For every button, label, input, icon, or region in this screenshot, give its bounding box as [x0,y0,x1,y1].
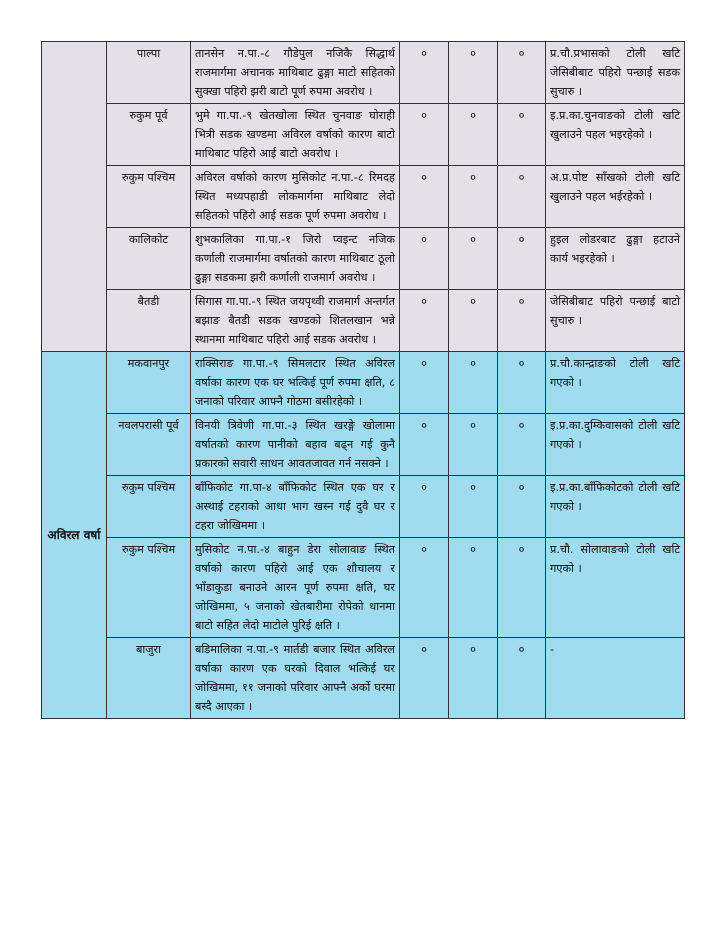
count-cell-1: ० [400,42,449,104]
description-cell: बडिमालिका न.पा.-९ मार्तडी बजार स्थित अविरल वर्षाका कारण एक घरको दिवाल भत्किई घर जोखिममा, ११ जनाको परिवार आफ्नै अर्को घरमा बस्दै आएका । [191,638,400,719]
count-cell-2: ० [449,166,498,228]
count-cell-2: ० [449,538,498,638]
district-cell: नवलपरासी पूर्व [107,414,191,476]
table-body [42,42,685,719]
count-cell-1: ० [400,166,449,228]
district-cell: बाजुरा [107,638,191,719]
district-cell: रुकुम पश्चिम [107,166,191,228]
table-row [42,228,685,290]
remark-cell: हुइल लोडरबाट ढुङ्गा हटाउने कार्य भइरहेको । [546,228,685,290]
table-row [42,638,685,719]
description-cell: मुसिकोट न.पा.-४ बाहुन डेरा सोलावाङ स्थित वर्षाको कारण पहिरो आई एक शौचालय र भाँडाकुडा बनाउने आरन पूर्ण रुपमा क्षति, घर जोखिममा, ५ जनाको खेतबारीमा रोपेको धानमा बाटो सहित लेदो माटोले पुरिई क्षति । [191,538,400,638]
remark-cell: प्र.चौ.कान्द्राङको टोली खटि गएको । [546,352,685,414]
count-cell-3: ० [498,476,546,538]
table-row [42,476,685,538]
count-cell-2: ० [449,104,498,166]
count-cell-2: ० [449,476,498,538]
count-cell-2: ० [449,638,498,719]
count-cell-2: ० [449,228,498,290]
table-row [42,290,685,352]
count-cell-3: ० [498,42,546,104]
count-cell-1: ० [400,638,449,719]
count-cell-1: ० [400,414,449,476]
count-cell-3: ० [498,228,546,290]
table-row [42,166,685,228]
count-cell-1: ० [400,538,449,638]
description-cell: अविरल वर्षाको कारण मुसिकोट न.पा.-८ रिमदह स्थित मध्यपहाडी लोकमार्गमा माथिबाट लेदो सहितको पहिरो आई सडक पूर्ण रुपमा अवरोध । [191,166,400,228]
remark-cell: इ.प्र.का.चुनवाङको टोली खटि खुलाउने पहल भइरहेको । [546,104,685,166]
table-row [42,414,685,476]
description-cell: शुभकालिका गा.पा.-१ जिरो प्वइन्ट नजिक कर्णाली राजमार्गमा वर्षातको कारण माथिबाट ठूलो ढुङ्गा सडकमा झरी कर्णाली राजमार्ग अवरोध । [191,228,400,290]
category-cell [42,42,107,352]
count-cell-3: ० [498,638,546,719]
count-cell-1: ० [400,476,449,538]
description-cell: सिगास गा.पा.-९ स्थित जयपृथ्वी राजमार्ग अन्तर्गत बझाङ बैतडी सडक खण्डको शितलखान भन्ने स्थानमा माथिबाट पहिरो आई सडक अवरोध । [191,290,400,352]
description-cell: भुमे गा.पा.-९ खेतखोला स्थित चुनवाङ घोराही भित्री सडक खण्डमा अविरल वर्षाको कारण बाटो माथिबाट पहिरो आई बाटो अवरोध । [191,104,400,166]
description-cell: विनयी त्रिवेणी गा.पा.-३ स्थित खरङ्गे खोलामा वर्षातको कारण पानीको बहाव बढ्न गई कुनै प्रकारको सवारी साधन आवतजावत गर्न नसक्ने । [191,414,400,476]
remark-cell: जेसिबीबाट पहिरो पन्छाई बाटो सुचारु । [546,290,685,352]
table-row [42,104,685,166]
incident-table [41,41,685,719]
count-cell-1: ० [400,228,449,290]
remark-cell: इ.प्र.का.बाँफिकोटको टोली खटि गएको । [546,476,685,538]
description-cell: राक्सिराङ गा.पा.-९ सिमलटार स्थित अविरल वर्षाका कारण एक घर भत्किई पूर्ण रुपमा क्षति, ८ जनाको परिवार आफ्नै गोठमा बसीरहेको । [191,352,400,414]
description-cell: बाँफिकोट गा.पा-४ बाँफिकोट स्थित एक घर र अस्थाई टहराको आधा भाग खस्न गई दुवै घर र टहरा जोखिममा । [191,476,400,538]
district-cell: रुकुम पश्चिम [107,476,191,538]
category-cell: अविरल वर्षा [42,352,107,719]
count-cell-3: ० [498,290,546,352]
remark-cell: प्र.चौ.प्रभासको टोली खटि जेसिबीबाट पहिरो पन्छाई सडक सुचारु । [546,42,685,104]
count-cell-2: ० [449,42,498,104]
district-cell: रुकुम पूर्व [107,104,191,166]
count-cell-3: ० [498,166,546,228]
district-cell: मकवानपुर [107,352,191,414]
count-cell-2: ० [449,414,498,476]
district-cell: पाल्पा [107,42,191,104]
count-cell-1: ० [400,290,449,352]
count-cell-3: ० [498,538,546,638]
count-cell-3: ० [498,414,546,476]
remark-cell: अ.प्र.पोष्ट साँखको टोली खटि खुलाउने पहल भईरहेको । [546,166,685,228]
remark-cell: प्र.चौ. सोलावाङको टोली खटि गएको । [546,538,685,638]
count-cell-3: ० [498,352,546,414]
remark-cell: - [546,638,685,719]
district-cell: कालिकोट [107,228,191,290]
table-row [42,538,685,638]
count-cell-2: ० [449,290,498,352]
count-cell-2: ० [449,352,498,414]
table-row [42,352,685,414]
count-cell-1: ० [400,352,449,414]
remark-cell: इ.प्र.का.दुम्किवासको टोली खटि गएको । [546,414,685,476]
description-cell: तानसेन न.पा.-८ गौडेपुल नजिकै सिद्धार्थ राजमार्गमा अचानक माथिबाट ढुङ्गा माटो सहितको सुक्खा पहिरो झरी बाटो पूर्ण रुपमा अवरोध । [191,42,400,104]
table-row [42,42,685,104]
district-cell: रुकुम पश्चिम [107,538,191,638]
district-cell: बैतडी [107,290,191,352]
count-cell-3: ० [498,104,546,166]
count-cell-1: ० [400,104,449,166]
